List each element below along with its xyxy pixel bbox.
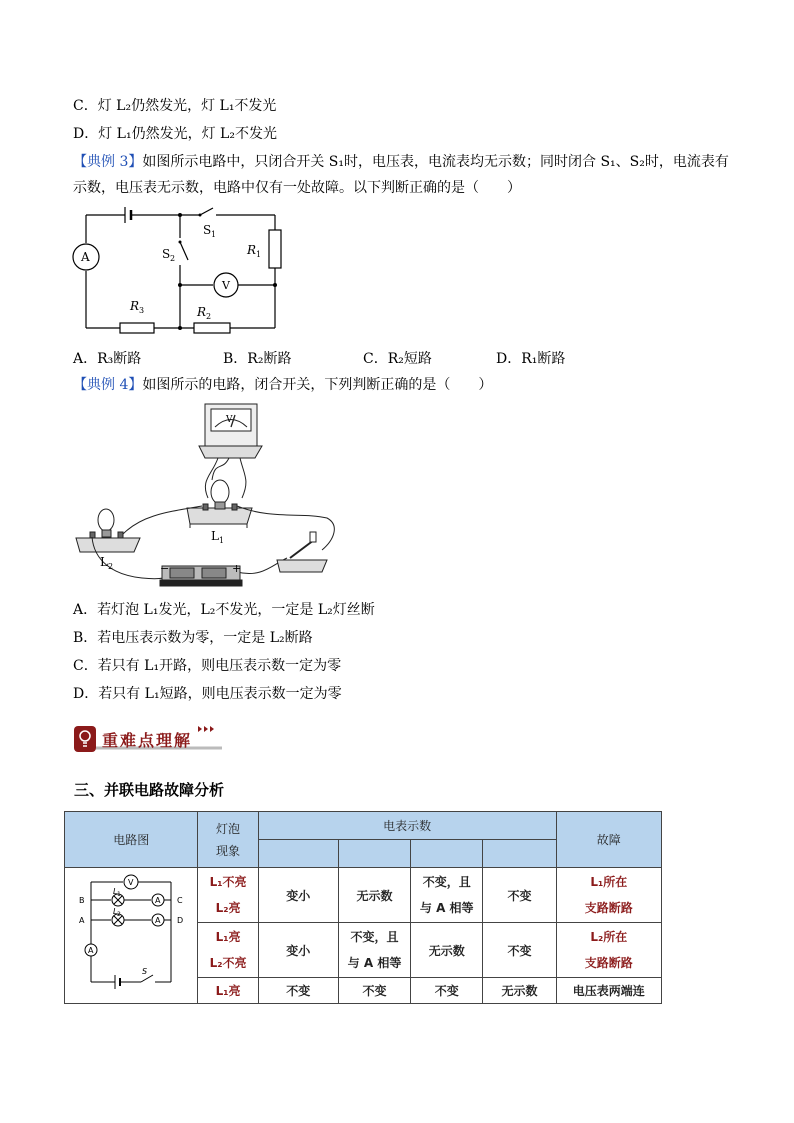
svg-text:2: 2 (170, 254, 176, 263)
voltmeter-label: V (222, 279, 230, 292)
example3-option-a: A．R₃断路 (73, 351, 142, 367)
example4-option-d: D．若只有 L₁短路，则电压表示数一定为零 (73, 686, 342, 702)
meter-col-4-header (483, 840, 556, 868)
svg-text:B: B (79, 896, 85, 905)
option-c: C．灯 L₂仍然发光，灯 L₁不发光 (73, 98, 277, 114)
row3-fault: 电压表两端连 (556, 978, 661, 1004)
voltmeter-v-label: V (226, 415, 233, 425)
row2-lamp: L₁亮 L₂不亮 (198, 923, 258, 978)
header-meters: 电表示数 (258, 812, 556, 840)
row2-meter3: 无示数 (411, 923, 483, 978)
bulb-l2-label: L (100, 555, 108, 569)
parallel-fault-table (64, 811, 662, 1004)
svg-text:D: D (177, 916, 184, 925)
switch-s2-label: S (162, 247, 171, 261)
row2-fault: L₂所在 支路断路 (556, 923, 661, 978)
row3-meter3: 不变 (411, 978, 483, 1004)
row2-meter2: 不变，且 与 A 相等 (338, 923, 410, 978)
battery-minus-label: − (160, 562, 170, 575)
key-points-banner (74, 724, 224, 754)
svg-text:L: L (113, 907, 118, 916)
example3-option-d: D．R₁断路 (496, 351, 566, 367)
header-fault: 故障 (556, 812, 661, 868)
example3-options (73, 348, 673, 368)
row1-meter4: 不变 (483, 868, 556, 923)
example4-option-c: C．若只有 L₁开路，则电压表示数一定为零 (73, 658, 342, 674)
row1-lamp: L₁不亮 L₂亮 (198, 868, 258, 923)
ammeter-label: A (81, 250, 90, 264)
example3-text-line1: 如图所示电路中，只闭合开关 S₁时，电压表，电流表均无示数；同时闭合 S₁、S₂时，电流表有 (142, 154, 729, 170)
example4-text: 如图所示的电路，闭合开关，下列判断正确的是（ ） (142, 377, 493, 393)
example3-option-c: C．R₂短路 (363, 351, 432, 367)
bulb-l1-label: L (211, 529, 219, 543)
resistor-r2-label: R (197, 305, 207, 319)
row3-meter2: 不变 (338, 978, 410, 1004)
row1-meter1: 变小 (258, 868, 338, 923)
svg-text:V: V (128, 878, 134, 887)
meter-col-1-header (258, 840, 338, 868)
svg-text:1: 1 (219, 536, 225, 545)
svg-text:3: 3 (139, 306, 145, 315)
example4-apparatus-illustration (72, 400, 342, 592)
svg-text:2: 2 (108, 562, 114, 571)
parallel-circuit-diagram-cell (65, 868, 198, 1004)
example3-circuit-diagram (70, 200, 290, 335)
row3-meter4: 无示数 (483, 978, 556, 1004)
resistor-r3-label: R (130, 299, 140, 313)
section-heading: 三、并联电路故障分析 (74, 781, 225, 799)
svg-text:1: 1 (256, 250, 262, 259)
row2-meter1: 变小 (258, 923, 338, 978)
row2-meter4: 不变 (483, 923, 556, 978)
row3-lamp: L₁亮 (198, 978, 258, 1004)
header-lamp: 灯泡 现象 (198, 812, 258, 868)
example3-tag: 【典例 3】 (73, 154, 143, 170)
svg-text:1: 1 (211, 230, 217, 239)
svg-text:2: 2 (206, 312, 212, 321)
switch-s1-label: S (203, 223, 212, 237)
svg-text:2: 2 (117, 911, 122, 918)
svg-text:1: 1 (117, 891, 122, 898)
resistor-r1-label: R (247, 243, 257, 257)
svg-text:S: S (142, 967, 148, 976)
example3-question-line2: 示数，电压表无示数，电路中仅有一处故障。以下判断正确的是（ ） (73, 180, 521, 196)
example3-option-b: B．R₂断路 (223, 351, 292, 367)
meter-col-2-header (338, 840, 410, 868)
row1-meter3: 不变，且 与 A 相等 (411, 868, 483, 923)
banner-text: 重难点理解 (102, 731, 193, 750)
svg-text:A: A (155, 916, 161, 925)
row3-meter1: 不变 (258, 978, 338, 1004)
option-d: D．灯 L₁仍然发光，灯 L₂不发光 (73, 126, 277, 142)
svg-text:A: A (79, 916, 85, 925)
svg-text:A: A (88, 946, 94, 955)
example4-option-b: B．若电压表示数为零，一定是 L₂断路 (73, 630, 313, 646)
row1-fault: L₁所在 支路断路 (556, 868, 661, 923)
example4-option-a: A．若灯泡 L₁发光，L₂不发光，一定是 L₂灯丝断 (73, 602, 375, 618)
battery-plus-label: + (232, 562, 242, 575)
header-circuit: 电路图 (65, 812, 198, 868)
example4-tag: 【典例 4】 (73, 377, 143, 393)
example4-question (73, 375, 492, 395)
example3-question-line1 (73, 152, 729, 172)
svg-text:L: L (113, 887, 118, 896)
parallel-circuit-diagram (67, 870, 195, 998)
meter-col-3-header (411, 840, 483, 868)
svg-text:C: C (177, 896, 183, 905)
row1-meter2: 无示数 (338, 868, 410, 923)
svg-text:A: A (155, 896, 161, 905)
